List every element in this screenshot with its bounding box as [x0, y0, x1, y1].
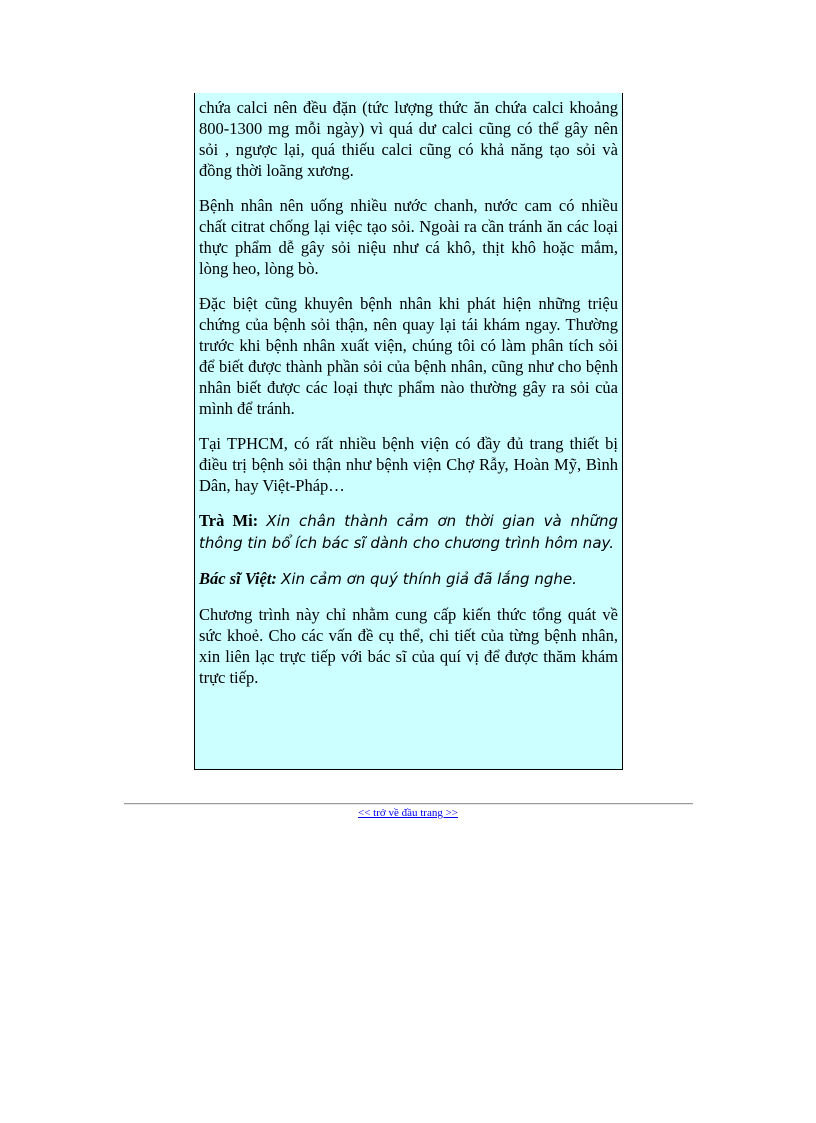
- horizontal-divider: [124, 803, 693, 805]
- article-paragraph-hospitals: Tại TPHCM, có rất nhiều bệnh viện có đầy đủ trang thiết bị điều trị bệnh sỏi thận như bệnh viện Chợ Rẫy, Hoàn Mỹ, Bình Dân, hay Việt-Pháp…: [199, 434, 618, 495]
- doctor-speech: Xin cảm ơn quý thính giả đã lắng nghe.: [281, 570, 577, 588]
- article-paragraph-drinks: Bệnh nhân nên uống nhiều nước chanh, nước cam có nhiều chất citrat chống lại việc tạo sỏi. Ngoài ra cần tránh ăn các loại thực phẩm dễ gây sỏi niệu như cá khô, thịt khô hoặc mắm, lòng heo, lòng bò.: [199, 196, 618, 278]
- dialogue-doctor: [199, 568, 618, 590]
- host-speech: Xin chân thành cảm ơn thời gian và những thông tin bổ ích bác sĩ dành cho chương trình hôm nay.: [199, 512, 618, 552]
- host-speaker-name: Trà Mi:: [199, 511, 259, 530]
- dialogue-host: [199, 510, 618, 554]
- doctor-speaker-name: Bác sĩ Việt:: [199, 569, 277, 588]
- back-to-top-link[interactable]: << trở về đầu trang >>: [358, 807, 458, 819]
- article-disclaimer: Chương trình này chỉ nhằm cung cấp kiến thức tổng quát về sức khoẻ. Cho các vấn đề cụ thể, chi tiết của từng bệnh nhân, xin liên lạc trực tiếp với bác sĩ của quí vị để được thăm khám trực tiếp.: [199, 605, 618, 687]
- article-content-box: [194, 93, 623, 770]
- article-paragraph-followup: Đặc biệt cũng khuyên bệnh nhân khi phát hiện những triệu chứng của bệnh sỏi thận, nên quay lại tái khám ngay. Thường trước khi bệnh nhân xuất viện, chúng tôi có làm phân tích sỏi để biết được thành phần sỏi của bệnh nhân, cũng như cho bệnh nhân biết được các loại thực phẩm nào thường gây ra sỏi của mình để tránh.: [199, 294, 618, 418]
- article-paragraph-calci: chứa calci nên đều đặn (tức lượng thức ăn chứa calci khoảng 800-1300 mg mỗi ngày) vì quá dư calci cũng có thể gây nên sỏi , ngược lại, quá thiếu calci cũng có khả năng tạo sỏi và đồng thời loãng xương.: [199, 98, 618, 180]
